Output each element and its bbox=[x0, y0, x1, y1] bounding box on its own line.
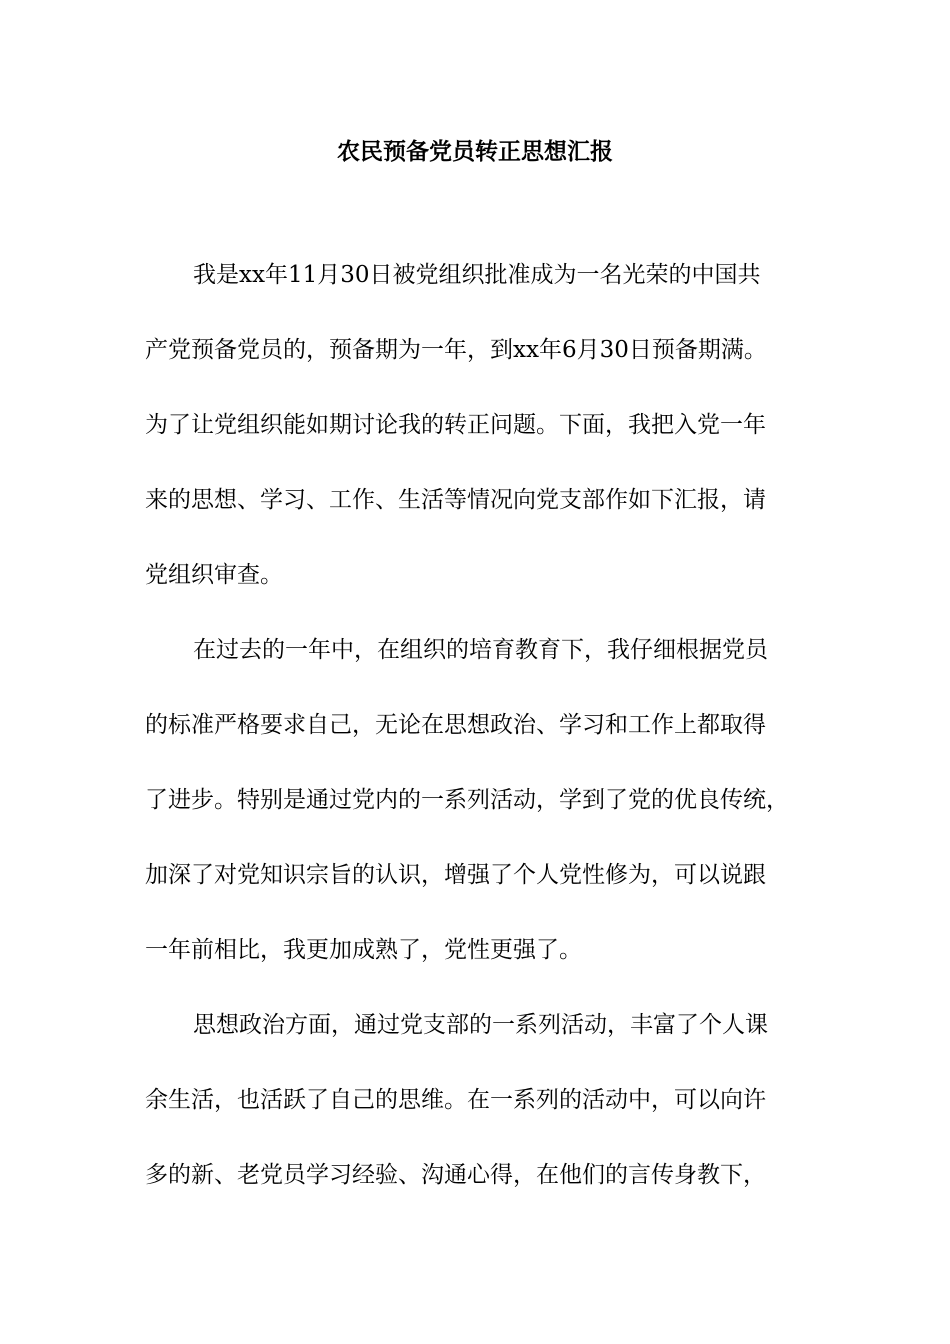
paragraph-line: 思想政治方面，通过党支部的一系列活动，丰富了个人课 bbox=[193, 1012, 768, 1038]
paragraph-line: 了进步。特别是通过党内的一系列活动，学到了党的优良传统， bbox=[145, 787, 789, 813]
paragraph-line: 余生活，也活跃了自己的思维。在一系列的活动中，可以向许 bbox=[145, 1087, 766, 1113]
paragraph-line: 为了让党组织能如期讨论我的转正问题。下面，我把入党一年 bbox=[145, 412, 766, 438]
paragraph-line: 来的思想、学习、工作、生活等情况向党支部作如下汇报，请 bbox=[145, 487, 766, 513]
paragraph-line: 加深了对党知识宗旨的认识，增强了个人党性修为，可以说跟 bbox=[145, 862, 766, 888]
paragraph-line: 我是xx年11月30日被党组织批准成为一名光荣的中国共 bbox=[193, 262, 761, 288]
paragraph-line: 在过去的一年中，在组织的培育教育下，我仔细根据党员 bbox=[193, 637, 768, 663]
paragraph-line: 产党预备党员的，预备期为一年，到xx年6月30日预备期满。 bbox=[145, 337, 767, 363]
paragraph-line: 的标准严格要求自己，无论在思想政治、学习和工作上都取得 bbox=[145, 712, 766, 738]
document-title: 农民预备党员转正思想汇报 bbox=[337, 138, 613, 165]
paragraph-line: 党组织审查。 bbox=[145, 562, 283, 588]
paragraph-line: 一年前相比，我更加成熟了，党性更强了。 bbox=[145, 937, 582, 963]
paragraph-line: 多的新、老党员学习经验、沟通心得，在他们的言传身教下， bbox=[145, 1162, 766, 1188]
